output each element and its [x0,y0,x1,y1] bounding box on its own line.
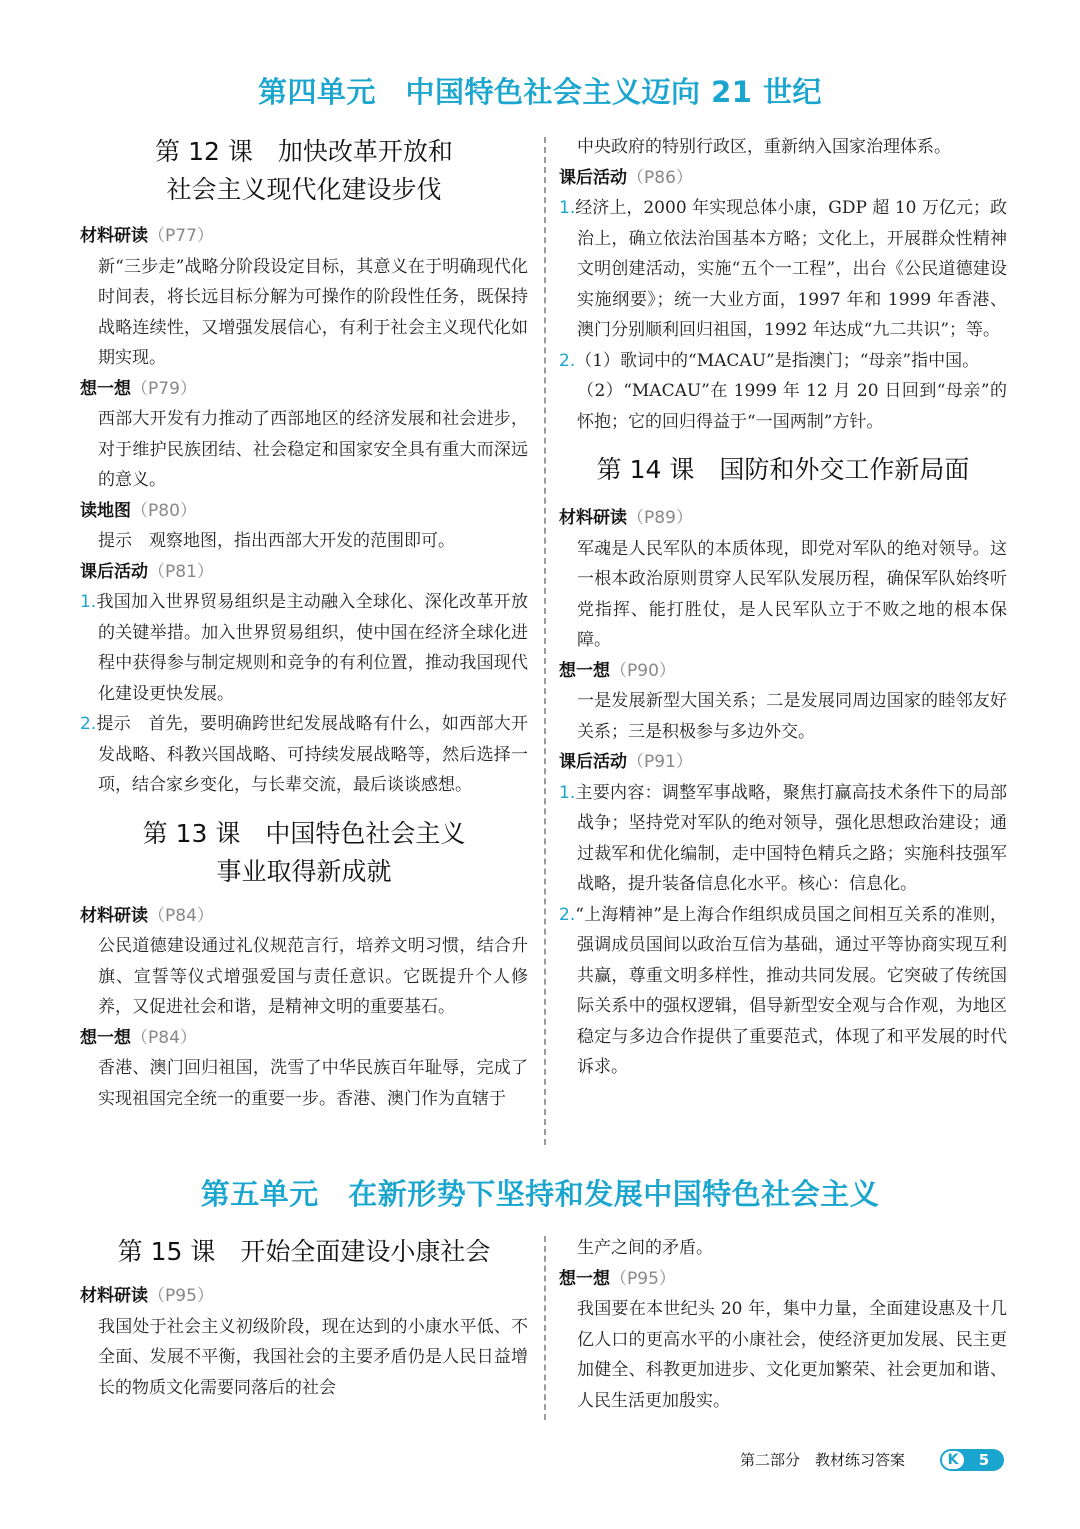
page-number: 5 [978,1451,990,1469]
unit-4-title: 第四单元 中国特色社会主义迈向 21 世纪 [257,75,823,109]
list-item: 1.经济上，2000 年实现总体小康，GDP 超 10 万亿元；政治上，确立依法治国基本方略；文化上，开展群众性精神文明创建活动，实施“五个一工程”，出台《公民道德建设实施纲要》；统一大业方面，1997 年和 1999 年香港、澳门分别顺利回归祖国，1992 年达成“九二共识”；等。 [559,198,1007,340]
unit-4-right-column [559,132,1007,1083]
lesson-15-think-text: 我国要在本世纪头 20 年，集中力量，全面建设惠及十几亿人口的更高水平的小康社会，使经济更加发展、民主更加健全、科教更加进步、文化更加繁荣、社会更加和谐、人民生活更加殷实。 [577,1299,1007,1411]
lesson-13-title-line2: 事业取得新成就 [216,856,392,886]
column-divider [544,1236,546,1420]
lesson-14-section-heading: 课后活动（P91） [559,752,693,772]
list-item: 2.提示 首先，要明确跨世纪发展战略有什么，如西部大开发战略、科教兴国战略、可持续发展战略等，然后选择一项，结合家乡变化，与长辈交流，最后谈谈感想。 [80,714,528,795]
list-item-continued: （2）“MACAU”在 1999 年 12 月 20 日回到“母亲”的怀抱；它的回归得益于“一国两制”方针。 [577,381,1007,432]
lesson-14-section-heading: 想一想（P90） [559,660,676,681]
lesson-15-material-text-continued: 生产之间的矛盾。 [577,1238,713,1258]
lesson-14-material-text: 军魂是人民军队的本质体现，即党对军队的绝对领导。这一根本政治原则贯穿人民军队发展历程，确保军队始终听党指挥、能打胜仗，是人民军队立于不败之地的根本保障。 [577,538,1007,650]
lesson-12-title-line1: 第 12 课 加快改革开放和 [155,137,453,166]
lesson-12-material-text: 新“三步走”战略分阶段设定目标，其意义在于明确现代化时间表，将长远目标分解为可操作的阶段性任务，既保持战略连续性，又增强发展信心，有利于社会主义现代化如期实现。 [98,256,528,368]
lesson-15-material-text: 我国处于社会主义初级阶段，现在达到的小康水平低、不全面、发展不平衡，我国社会的主要矛盾仍是人民日益增长的物质文化需要同落后的社会 [98,1316,528,1398]
lesson-12-map-text: 提示 观察地图，指出西部大开发的范围即可。 [98,531,455,551]
lesson-13-material-text: 公民道德建设通过礼仪规范言行，培养文明习惯，结合升旗、宣誓等仪式增强爱国与责任意识。它既提升个人修养，又促进社会和谐，是精神文明的重要基石。 [98,936,528,1017]
lesson-15-title: 第 15 课 开始全面建设小康社会 [117,1237,491,1266]
lesson-12-section-heading: 材料研读（P77） [80,226,214,246]
lesson-15-section-heading: 材料研读（P95） [80,1286,214,1306]
lesson-13-title-line1: 第 13 课 中国特色社会主义 [142,818,466,848]
page-number-badge [940,1449,1004,1471]
badge-letter: K [942,1451,964,1469]
list-item: 2.（1）歌词中的“MACAU”是指澳门；“母亲”指中国。 [559,350,980,371]
unit-5-right-column [559,1233,1007,1416]
lesson-12-think-text: 西部大开发有力推动了西部地区的经济发展和社会进步，对于维护民族团结、社会稳定和国家安全具有重大而深远的意义。 [98,409,528,490]
lesson-14-section-heading: 材料研读（P89） [559,508,693,528]
lesson-13-section-heading: 想一想（P84） [80,1027,197,1048]
lesson-12-section-heading: 读地图（P80） [80,500,197,521]
list-item: 1.我国加入世界贸易组织是主动融入全球化、深化改革开放的关键举措。加入世界贸易组织，使中国在经济全球化进程中获得参与制定规则和竞争的有利位置，推动我国现代化建设更快发展。 [80,592,528,704]
column-divider [544,137,546,1145]
footer-section-label: 第二部分 教材练习答案 [740,1451,906,1469]
unit-4-left-column [80,133,528,1114]
lesson-12-title-line2: 社会主义现代化建设步伐 [166,175,442,204]
unit-5-left-column [80,1233,528,1403]
lesson-13-think-text: 香港、澳门回归祖国，洗雪了中华民族百年耻辱，完成了实现祖国完全统一的重要一步。香港、澳门作为直辖于 [98,1058,528,1109]
lesson-14-title: 第 14 课 国防和外交工作新局面 [596,455,970,484]
lesson-15-section-heading: 想一想（P95） [559,1268,676,1289]
list-item: 1.主要内容：调整军事战略，聚焦打赢高技术条件下的局部战争；坚持党对军队的绝对领导，强化思想政治建设；通过裁军和优化编制，走中国特色精兵之路；实施科技强军战略，提升装备信息化水平。核心：信息化。 [559,782,1007,894]
lesson-13-think-text-continued: 中央政府的特别行政区，重新纳入国家治理体系。 [577,137,951,157]
lesson-12-section-heading: 课后活动（P81） [80,561,214,582]
unit-5-title: 第五单元 在新形势下坚持和发展中国特色社会主义 [200,1177,880,1211]
lesson-12-section-heading: 想一想（P79） [80,378,197,399]
list-item: 2.“上海精神”是上海合作组织成员国之间相互关系的准则，强调成员国间以政治互信为基础，通过平等协商实现互利共赢，尊重文明多样性，推动共同发展。它突破了传统国际关系中的强权逻辑，倡导新型安全观与合作观，为地区稳定与多边合作提供了重要范式，体现了和平发展的时代诉求。 [559,904,1007,1077]
lesson-13-section-heading: 课后活动（P86） [559,167,693,188]
lesson-14-think-text: 一是发展新型大国关系；二是发展同周边国家的睦邻友好关系；三是积极参与多边外交。 [577,691,1007,742]
lesson-13-section-heading: 材料研读（P84） [80,905,214,926]
